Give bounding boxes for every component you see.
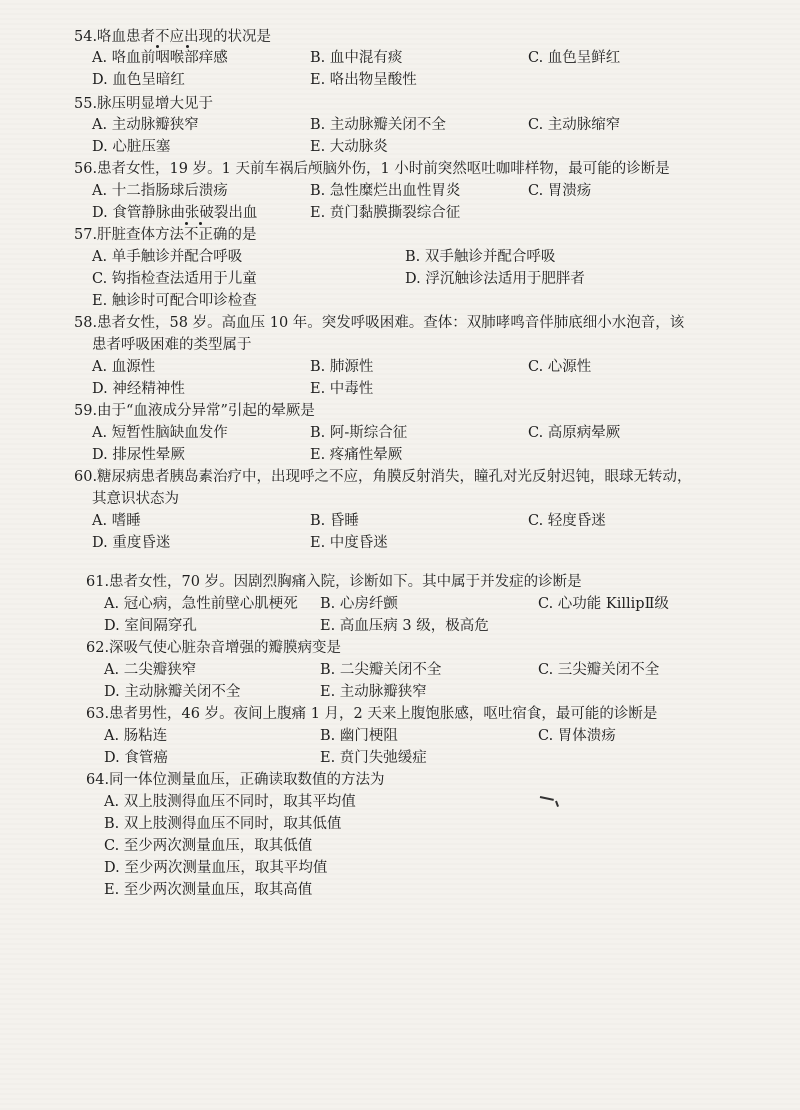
option-61-a: A. 冠心病，急性前壁心肌梗死: [104, 596, 298, 612]
option-62-b: B. 二尖瓣关闭不全: [320, 662, 442, 678]
option-63-d: D. 食管癌: [104, 750, 168, 766]
question-60-stem-continued: 其意识状态为: [92, 491, 179, 507]
option-64-b: B. 双上肢测得血压不同时，取其低值: [104, 816, 342, 832]
option-56-a: A. 十二指肠球后溃疡: [92, 183, 228, 199]
option-64-e: E. 至少两次测量血压，取其高值: [104, 882, 313, 898]
question-54-stem: 54.咯血患者不应出现的状况是: [74, 29, 272, 45]
option-60-a: A. 嗜睡: [92, 513, 141, 529]
option-59-c: C. 高原病晕厥: [528, 425, 621, 441]
question-55-stem: 55.脉压明显增大见于: [74, 96, 214, 112]
option-60-e: E. 中度昏迷: [310, 535, 388, 551]
option-55-a: A. 主动脉瓣狭窄: [92, 117, 199, 133]
option-58-b: B. 肺源性: [310, 359, 374, 375]
question-57-stem: 57.肝脏查体方法不正确的是: [74, 227, 257, 243]
option-57-c: C. 钩指检查法适用于儿童: [92, 271, 257, 287]
option-64-c: C. 至少两次测量血压，取其低值: [104, 838, 313, 854]
option-60-c: C. 轻度昏迷: [528, 513, 606, 529]
question-56-stem: 56.患者女性，19 岁。1 天前车祸后颅脑外伤，1 小时前突然呕吐咖啡样物，最可能的诊断是: [74, 161, 670, 177]
option-58-d: D. 神经精神性: [92, 381, 185, 397]
option-63-e: E. 贲门失弛缓症: [320, 750, 427, 766]
emphasis-dot: [156, 45, 159, 48]
pen-mark: [555, 801, 559, 807]
option-61-e: E. 高血压病 3 级，极高危: [320, 618, 489, 634]
option-55-c: C. 主动脉缩窄: [528, 117, 621, 133]
option-54-d: D. 血色呈暗红: [92, 72, 185, 88]
option-62-c: C. 三尖瓣关闭不全: [538, 662, 660, 678]
option-62-d: D. 主动脉瓣关闭不全: [104, 684, 241, 700]
option-56-c: C. 胃溃疡: [528, 183, 592, 199]
option-56-e: E. 贲门黏膜撕裂综合征: [310, 205, 461, 221]
option-60-d: D. 重度昏迷: [92, 535, 171, 551]
question-60-stem: 60.糖尿病患者胰岛素治疗中，出现呼之不应，角膜反射消失，瞳孔对光反射迟钝，眼球无转动，: [74, 469, 692, 485]
emphasis-dot: [185, 222, 188, 225]
option-63-b: B. 幽门梗阻: [320, 728, 398, 744]
option-57-a: A. 单手触诊并配合呼吸: [92, 249, 243, 265]
option-59-d: D. 排尿性晕厥: [92, 447, 185, 463]
question-59-stem: 59.由于“血液成分异常”引起的晕厥是: [74, 403, 315, 419]
option-57-d: D. 浮沉触诊法适用于肥胖者: [405, 271, 585, 287]
option-61-b: B. 心房纤颤: [320, 596, 398, 612]
option-59-a: A. 短暂性脑缺血发作: [92, 425, 228, 441]
option-55-b: B. 主动脉瓣关闭不全: [310, 117, 446, 133]
option-55-d: D. 心脏压塞: [92, 139, 171, 155]
emphasis-dot: [199, 222, 202, 225]
emphasis-dot: [186, 45, 189, 48]
question-58-stem: 58.患者女性，58 岁。高血压 10 年。突发呼吸困难。查体：双肺哮鸣音伴肺底细小水泡音，该: [74, 315, 685, 331]
option-58-a: A. 血源性: [92, 359, 156, 375]
option-62-a: A. 二尖瓣狭窄: [104, 662, 197, 678]
question-62-stem: 62.深吸气使心脏杂音增强的瓣膜病变是: [86, 640, 342, 656]
pen-mark: [540, 796, 554, 801]
question-64-stem: 64.同一体位测量血压，正确读取数值的方法为: [86, 772, 385, 788]
option-54-b: B. 血中混有痰: [310, 50, 403, 66]
option-59-e: E. 疼痛性晕厥: [310, 447, 403, 463]
question-58-stem-continued: 患者呼吸困难的类型属于: [92, 337, 252, 353]
option-57-b: B. 双手触诊并配合呼吸: [405, 249, 556, 265]
option-58-c: C. 心源性: [528, 359, 592, 375]
option-56-b: B. 急性糜烂出血性胃炎: [310, 183, 461, 199]
option-62-e: E. 主动脉瓣狭窄: [320, 684, 427, 700]
option-58-e: E. 中毒性: [310, 381, 374, 397]
option-61-d: D. 室间隔穿孔: [104, 618, 197, 634]
option-64-a: A. 双上肢测得血压不同时，取其平均值: [104, 794, 356, 810]
option-60-b: B. 昏睡: [310, 513, 359, 529]
question-61-stem: 61.患者女性，70 岁。因剧烈胸痛入院，诊断如下。其中属于并发症的诊断是: [86, 574, 582, 590]
option-54-a: A. 咯血前咽喉部痒感: [92, 50, 228, 66]
option-59-b: B. 阿-斯综合征: [310, 425, 408, 441]
option-63-c: C. 胃体溃疡: [538, 728, 616, 744]
option-61-c: C. 心功能 KillipⅡ级: [538, 596, 669, 612]
option-54-c: C. 血色呈鲜红: [528, 50, 621, 66]
option-63-a: A. 肠粘连: [104, 728, 168, 744]
option-55-e: E. 大动脉炎: [310, 139, 388, 155]
option-57-e: E. 触诊时可配合叩诊检查: [92, 293, 257, 309]
option-64-d: D. 至少两次测量血压，取其平均值: [104, 860, 328, 876]
option-56-d: D. 食管静脉曲张破裂出血: [92, 205, 258, 221]
option-54-e: E. 咯出物呈酸性: [310, 72, 417, 88]
question-63-stem: 63.患者男性，46 岁。夜间上腹痛 1 月，2 天来上腹饱胀感，呕吐宿食，最可能的诊断是: [86, 706, 658, 722]
